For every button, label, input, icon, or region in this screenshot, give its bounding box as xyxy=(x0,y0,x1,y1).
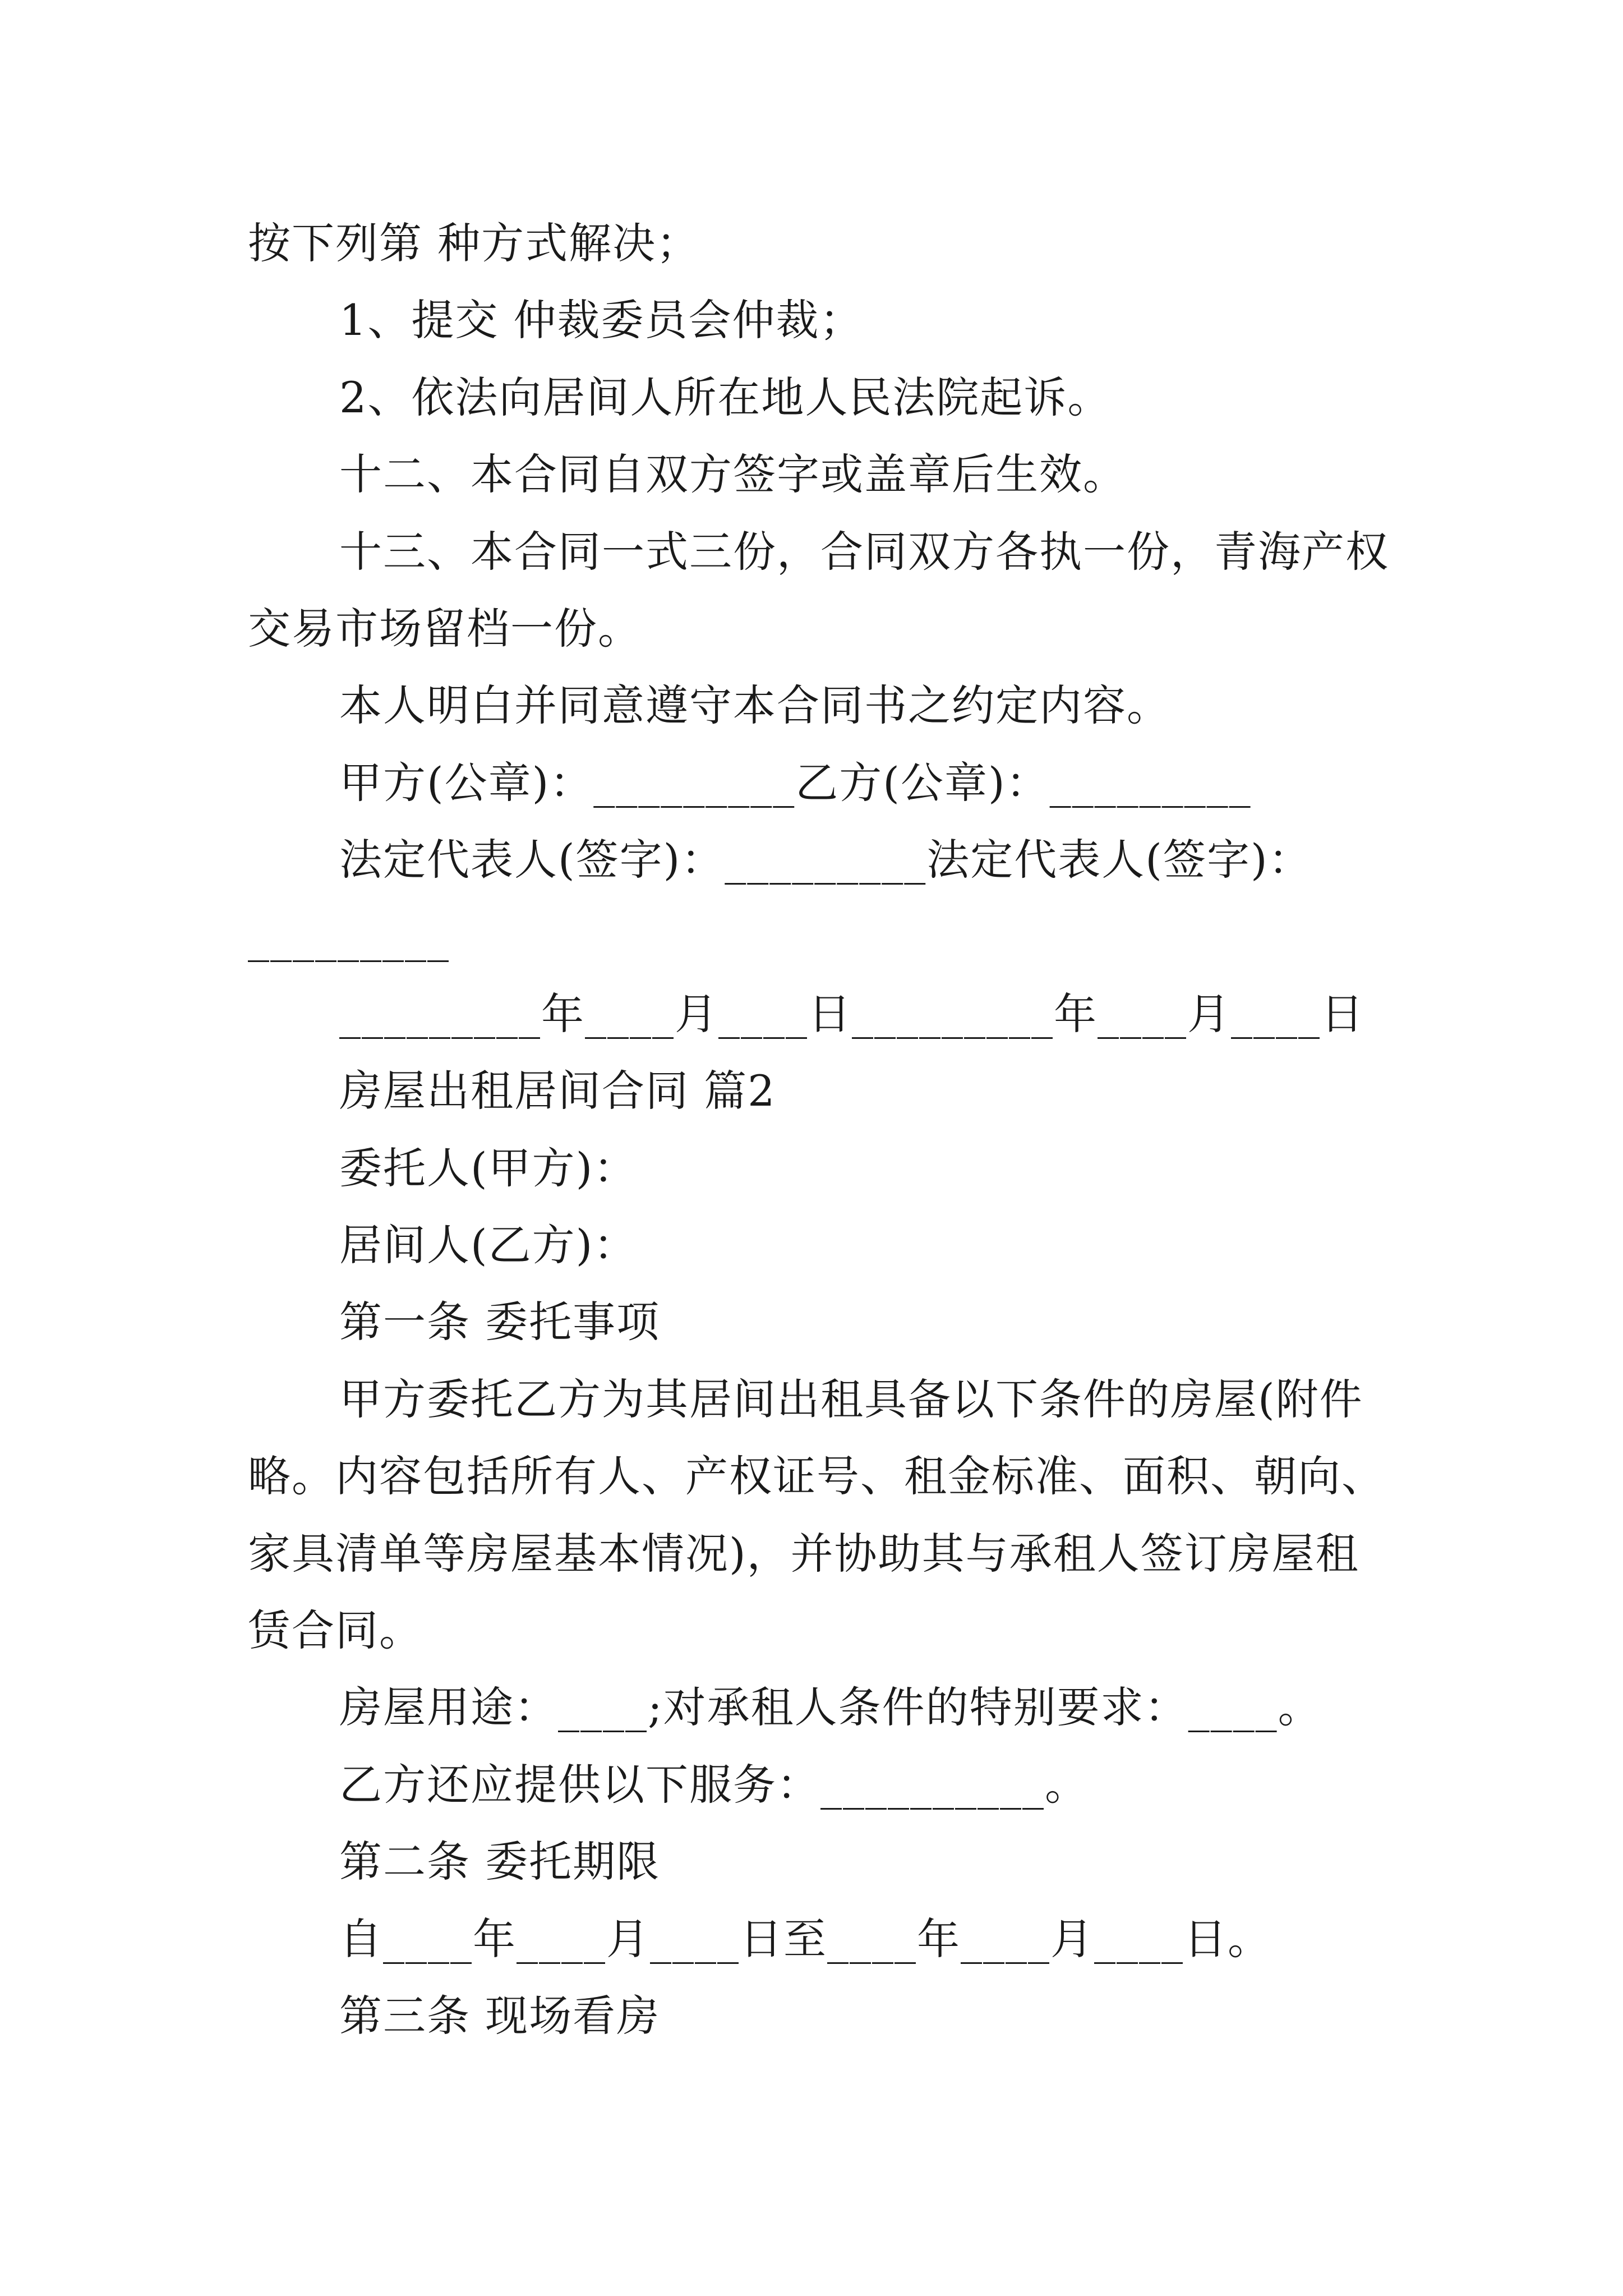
clause-13-text: 十三、本合同一式三份，合同双方各执一份，青海产权 xyxy=(339,526,1389,577)
client-party-label: 委托人(甲方)： xyxy=(339,1143,638,1193)
clause-13-text-continued: 交易市场留档一份。 xyxy=(248,603,642,654)
document-title: 房屋出租居间合同 篇2 xyxy=(339,1066,776,1116)
dispute-resolution-text: 按下列第 种方式解决； xyxy=(248,218,700,268)
article-1-text-continued: 略。内容包括所有人、产权证号、租金标准、面积、朝向、 xyxy=(248,1451,1385,1502)
dispute-option-2: 2、依法向居间人所在地人民法院起诉。 xyxy=(339,372,1112,422)
article-1-heading: 第一条 委托事项 xyxy=(339,1297,661,1347)
article-3-heading: 第三条 现场看房 xyxy=(339,1990,661,2041)
party-seal-line: 甲方(公章)：_________乙方(公章)：_________ xyxy=(339,757,1252,808)
legal-representative-blank: _________ xyxy=(248,912,450,962)
property-use-line: 房屋用途：____;对承租人条件的特别要求：____。 xyxy=(339,1682,1322,1733)
article-1-text: 甲方委托乙方为其居间出租具备以下条件的房屋(附件 xyxy=(339,1374,1363,1424)
agreement-statement: 本人明白并同意遵守本合同书之约定内容。 xyxy=(339,680,1170,731)
clause-12-text: 十二、本合同自双方签字或盖章后生效。 xyxy=(339,449,1127,500)
intermediary-party-label: 居间人(乙方)： xyxy=(339,1220,638,1271)
article-1-text-continued: 赁合同。 xyxy=(248,1605,423,1656)
article-2-heading: 第二条 委托期限 xyxy=(339,1837,661,1887)
article-1-text-continued: 家具清单等房屋基本情况)，并协助其与承租人签订房屋租 xyxy=(248,1528,1359,1579)
document-page xyxy=(248,205,1538,2054)
signature-date-line: _________年____月____日_________年____月____日 xyxy=(339,988,1364,1039)
entrustment-period-line: 自____年____月____日至____年____月____日。 xyxy=(339,1913,1271,1964)
legal-representative-line: 法定代表人(签字)：_________法定代表人(签字)： xyxy=(339,835,1312,885)
additional-services-line: 乙方还应提供以下服务：__________。 xyxy=(339,1759,1089,1810)
dispute-option-1: 1、提交 仲裁委员会仲裁； xyxy=(339,295,864,346)
